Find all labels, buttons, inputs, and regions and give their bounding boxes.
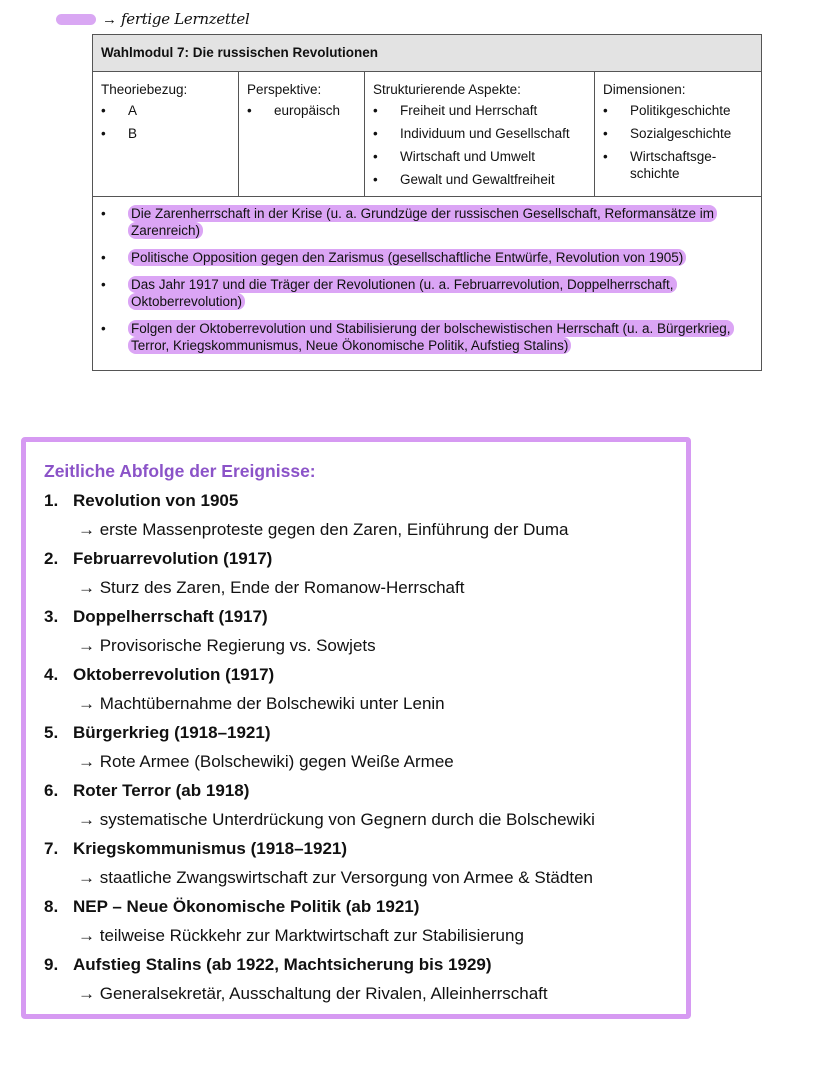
event-number: 4. (44, 665, 59, 684)
event-title: Kriegskommunismus (1918–1921) (73, 839, 348, 858)
event-description: → teilweise Rückkehr zur Marktwirtschaft zur Stabilisierung (78, 926, 524, 945)
event-item (44, 718, 686, 776)
event-item (44, 834, 686, 892)
column-theoriebezug (93, 72, 239, 196)
event-number: 6. (44, 781, 59, 800)
event-description: → systematische Unterdrückung von Gegnern durch die Bolschewiki (78, 810, 595, 829)
highlighted-topic: Das Jahr 1917 und die Träger der Revolutionen (u. a. Februarrevolution, Doppelherrschaft, Oktoberrevolution) (128, 276, 677, 310)
event-description: → Machtübernahme der Bolschewiki unter Lenin (78, 694, 445, 713)
event-title: Doppelherrschaft (1917) (73, 607, 268, 626)
column-heading: Dimensionen: (603, 82, 686, 97)
event-title: Oktoberrevolution (1917) (73, 665, 275, 684)
event-number: 2. (44, 549, 59, 568)
event-number: 7. (44, 839, 59, 858)
event-title: Februarrevolution (1917) (73, 549, 273, 568)
list-item: • Wirtschaft und Umwelt (373, 148, 586, 165)
list-item: • Sozialgeschichte (603, 125, 753, 142)
curriculum-title: Wahlmodul 7: Die russischen Revolutionen (93, 35, 761, 72)
curriculum-table (92, 34, 762, 371)
highlighted-topic: Folgen der Oktoberrevolution und Stabilisierung der bolschewistischen Herrschaft (u. a. Bürgerkrieg, Terror, Kriegskommunismus, Neue Ökonomische Politik, Aufstieg Stalins) (128, 320, 734, 354)
event-title: Aufstieg Stalins (ab 1922, Machtsicherung bis 1929) (73, 955, 492, 974)
column-dimensionen (595, 72, 761, 196)
topic-item (101, 205, 753, 239)
event-item (44, 486, 686, 544)
event-item (44, 950, 686, 1008)
list-item: • Individuum und Gesellschaft (373, 125, 586, 142)
event-number: 8. (44, 897, 59, 916)
event-title: Revolution von 1905 (73, 491, 239, 510)
topic-item (101, 276, 753, 310)
highlighter-mark (56, 14, 96, 25)
list-item: • Wirtschaftsge-schichte (603, 148, 753, 182)
event-description: → Rote Armee (Bolschewiki) gegen Weiße Armee (78, 752, 454, 771)
event-item (44, 776, 686, 834)
event-description: → erste Massenproteste gegen den Zaren, Einführung der Duma (78, 520, 569, 539)
column-perspektive (239, 72, 365, 196)
event-item (44, 544, 686, 602)
topic-item (101, 249, 753, 266)
handwritten-note-text: fertige Lernzettel (121, 10, 250, 28)
event-title: Bürgerkrieg (1918–1921) (73, 723, 271, 742)
topic-list (93, 197, 761, 370)
events-box (21, 437, 691, 1019)
list-item: • Gewalt und Gewaltfreiheit (373, 171, 586, 188)
event-description: → Generalsekretär, Ausschaltung der Rivalen, Alleinherrschaft (78, 984, 548, 1003)
curriculum-columns (93, 72, 761, 197)
list-item: • B (101, 125, 230, 142)
event-number: 1. (44, 491, 59, 510)
arrow-icon: → (102, 10, 117, 28)
event-number: 3. (44, 607, 59, 626)
event-description: → Sturz des Zaren, Ende der Romanow-Herrschaft (78, 578, 465, 597)
highlighted-topic: Die Zarenherrschaft in der Krise (u. a. Grundzüge der russischen Gesellschaft, Reformansätze im Zarenreich) (128, 205, 717, 239)
event-title: Roter Terror (ab 1918) (73, 781, 250, 800)
list-item: • A (101, 102, 230, 119)
event-item (44, 660, 686, 718)
list-item: • europäisch (247, 102, 356, 119)
column-heading: Theoriebezug: (101, 82, 188, 97)
list-item: • Freiheit und Herrschaft (373, 102, 586, 119)
event-description: → Provisorische Regierung vs. Sowjets (78, 636, 376, 655)
topic-item (101, 320, 753, 354)
event-number: 9. (44, 955, 59, 974)
event-item (44, 892, 686, 950)
highlighted-topic: Politische Opposition gegen den Zarismus (gesellschaftliche Entwürfe, Revolution von 1905) (128, 249, 686, 266)
list-item: • Politikgeschichte (603, 102, 753, 119)
column-heading: Perspektive: (247, 82, 322, 97)
event-item (44, 602, 686, 660)
column-strukturierende-aspekte (365, 72, 595, 196)
column-heading: Strukturierende Aspekte: (373, 82, 521, 97)
event-description: → staatliche Zwangswirtschaft zur Versorgung von Armee & Städten (78, 868, 593, 887)
handwritten-note (56, 6, 249, 32)
event-number: 5. (44, 723, 59, 742)
event-title: NEP – Neue Ökonomische Politik (ab 1921) (73, 897, 420, 916)
events-heading: Zeitliche Abfolge der Ereignisse: (44, 461, 316, 481)
